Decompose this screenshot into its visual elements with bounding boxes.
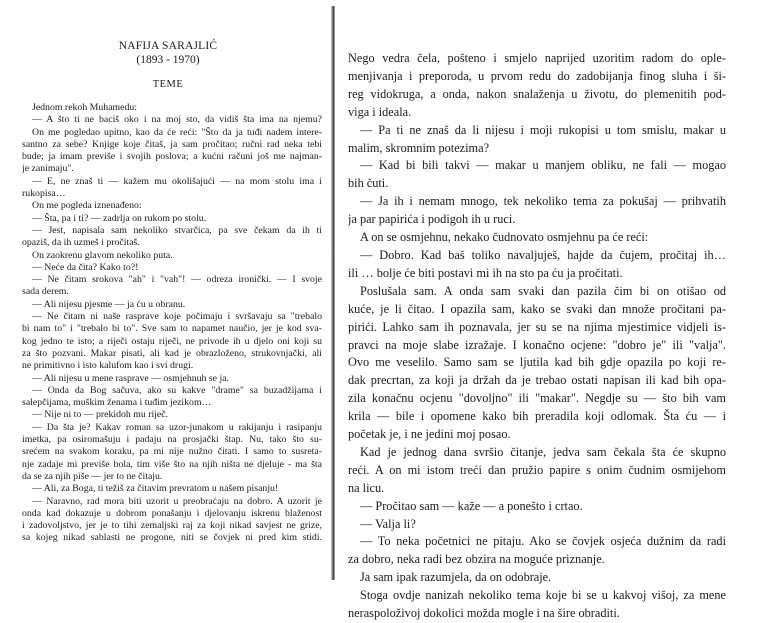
text-line: — Onda da Bog sačuva, ako su kakve "drame" sa buzadžijama i (32, 384, 322, 396)
text-line: Jednom rekoh Muhamedu: (32, 102, 138, 113)
author-name: NAFIJA SARAJLIĆ (118, 40, 218, 52)
text-line: nje zadaje mi previše bola, tim više što na njih ništa ne djeluje - ma šta (22, 458, 322, 470)
text-line: Ja sam ipak razumjela, da on odobraje. (360, 570, 552, 585)
text-line: malim, skromnim potezima? (348, 140, 490, 155)
text-line: krila — bile i opomene kako bih preradila koji odlomak. Šta ću — i (348, 409, 726, 424)
text-line: bih čuti. (348, 176, 389, 191)
text-line: početak je, i ne jedini moj posao. (348, 427, 511, 442)
text-line: da se za njih piše — jer to ne čitaju. (22, 470, 163, 482)
text-line: — Valja li? (360, 516, 416, 531)
book-gutter (331, 6, 335, 580)
text-line: — Jest, napisala sam nekoliko stvarčica, pa sve čekam da ih ti (32, 224, 322, 236)
author-years: (1893 - 1970) (136, 54, 200, 66)
text-line: bi nam to" i "trebalo bi to". Sve sam to napamet naučio, jer je kod sva- (22, 323, 322, 335)
text-line: i zadovoljstvo, jer je to tihi zemaljski raj za koji nikad savjest ne grize, (22, 520, 322, 532)
text-line: neraspoloživoj dokolici možda mogle i na šire obraditi. (348, 606, 620, 621)
text-line: — E, ne znaš ti — kažem mu okolišajući — na mom stolu ima i (32, 175, 322, 187)
text-line: — A što ti ne baciš oko i na moj sto, da vidiš šta ima na njemu? (32, 114, 322, 126)
text-line: — Pročitao sam — kaže — a ponešto i crtao. (360, 498, 583, 513)
right-page-text (348, 50, 726, 623)
text-line: za dobro, neka radi bez obzira na moguće priznanje. (348, 552, 605, 567)
text-line: — Ne čitam srokova "ah" i "vah"! — odreza ironički. — I svoje (32, 274, 322, 286)
text-line: pirići. Lahko sam ih poznavala, jer su se na njima mjestimice vidjeli is- (348, 319, 726, 334)
text-line: — Da šta je? Kakav roman sa uzor-junakom u rakijanju i rasipanju (32, 421, 322, 433)
text-line: Nego vedra čela, pošteno i smjelo naprijed uzoritim radom do ople- (348, 51, 726, 65)
text-line: reg vidokruga, a onda, nakon snalaženja u životu, do plemenitih pod- (348, 86, 726, 101)
text-line: — Ja ih i nemam mnogo, tek nekoliko tema za pokušaj — prihvatih (360, 194, 726, 209)
text-line: santno za sebe? Knjige koje čitaš, ja sam pročitao; ručni rad neka tebi (22, 138, 322, 150)
text-line: On me pogleda iznenađeno: (32, 200, 142, 212)
text-line: kog jedno te isto; a riječi ostaju riječi, ne privode ih u djelo oni koji su (22, 335, 322, 347)
text-line: ja par papirića i podigoh ih u ruci. (348, 212, 516, 227)
chapter-title: TEME (152, 79, 184, 90)
text-line: srećem na svakom koraku, pa mi nije nužno čitati. I samo to susreta- (22, 446, 322, 458)
text-line: — Pa ti ne znaš da li nijesu i moji rukopisi u tom smislu, makar u (360, 122, 726, 137)
text-line: na licu. (348, 480, 385, 495)
text-line: — Ne čitam ni naše rasprave koje počimaju i svršavaju sa "trebalo (32, 311, 322, 323)
text-line: ili … bolje će biti postavi mi ih na sto pa ću ja pročitati. (348, 265, 623, 280)
text-line: viga i ideala. (348, 104, 412, 119)
text-line: A on se osmjehnu, nekako čudnovato osmjehnu pa će reći: (360, 230, 649, 245)
text-line: opaziš, da ih uzmeš i pročitaš. (22, 237, 140, 249)
text-line: menjivanja i preporoda, u prvom redu do zadobijanja finog sluha i ši- (348, 68, 726, 83)
text-line: — Nije ni to — prekidoh mu riječ. (32, 409, 169, 421)
text-line: reći. A on mi istom treći dan pružio papire s onim čudnim osmijehom (348, 462, 726, 477)
text-line: ne primitivno i isto kalufom kao i svi drugi. (22, 360, 194, 372)
text-line: sa kojeg nikad sablasti ne progone, niti se čovjek ni pred kim stidi. (22, 532, 322, 544)
text-line: kuće, je li čitao. I opazila sam, kako se svaki dan množe pročitani pa- (348, 301, 726, 316)
text-line: imetka, pa osiromašuju i padaju na prosjački štap. Nu, tako što su- (22, 434, 322, 446)
text-line: zila konačnu ocjenu "dovoljno" ili "makar". Negdje su — što bih vam (348, 391, 726, 406)
text-line: — Kad bi bili takvi — makar u manjem obliku, ne fali — mogao (360, 158, 726, 173)
text-line: salepčijama, muškim ženama i tuđim jezikom… (22, 397, 212, 409)
text-line: Poslušala sam. A onda sam svaki dan pazila čim bi on otišao od (360, 283, 726, 298)
text-line: — Neće da čita? Kako to?! (32, 261, 139, 273)
left-page-text (22, 102, 322, 545)
text-line: — Dobro. Kad baš toliko navaljuješ, hajde da čujem, pročitaj ih… (360, 247, 726, 262)
text-line: Ovo me veselilo. Samo sam se ljutila kad bih gdje opazila po koji re- (348, 355, 726, 370)
text-line: dak precrtan, za koji ja držah da je trebao ostati napisan ili kad bih opa- (348, 373, 726, 388)
text-line: sada derem. (22, 286, 69, 298)
text-line: je zanimaju". (22, 163, 74, 175)
left-page (0, 0, 336, 594)
text-line: pravci na moje slabe izražaje. I konačno ocjene: "dobro je" ili "valja". (348, 337, 726, 352)
text-line: On zaokrenu glavom nekoliko puta. (32, 249, 173, 261)
text-line: Kad je jednog dana svršio čitanje, jedva sam čekala šta će skupno (360, 444, 726, 459)
text-line: On me pogledao upitno, kao da će reći: "Što da ja tuđi nadem intere- (32, 126, 322, 138)
text-line: — Ali, za Boga, ti težiš za čitavim prevratom u našem pisanju! (32, 483, 279, 495)
text-line: — Naravno, rad mora biti uzorit u preobraćaju na dobro. A uzorit je (32, 495, 322, 507)
text-line: bude; ja imam previše i svojih poslova; a kućni računi još me najman- (22, 151, 322, 163)
text-line: — Ali nijesu pjesme — ja ću u obranu. (32, 298, 186, 310)
text-line: onda kad dokazuje u dobrom ponašanju i djelovanju iskrenu blaženost (22, 507, 322, 519)
text-line: Stoga ovdje nanizah nekoliko tema koje bi se u kakvoj višoj, za mene (360, 588, 726, 603)
text-line: rukopisa… (22, 188, 66, 200)
text-line: — To neka početnici ne pitaju. Ako se čovjek osjeća dužnim da radi (360, 534, 726, 549)
text-line: — Ali nijesu u mene rasprave — osmjehnuh se ja. (32, 372, 229, 384)
right-page (338, 0, 768, 621)
text-line: za što pozvani. Makar pisati, ali kad je obrazloženo, strukovnjački, ali (22, 347, 322, 359)
text-line: — Šta, pa i ti? — zadrlja on rukom po stolu. (32, 212, 207, 224)
